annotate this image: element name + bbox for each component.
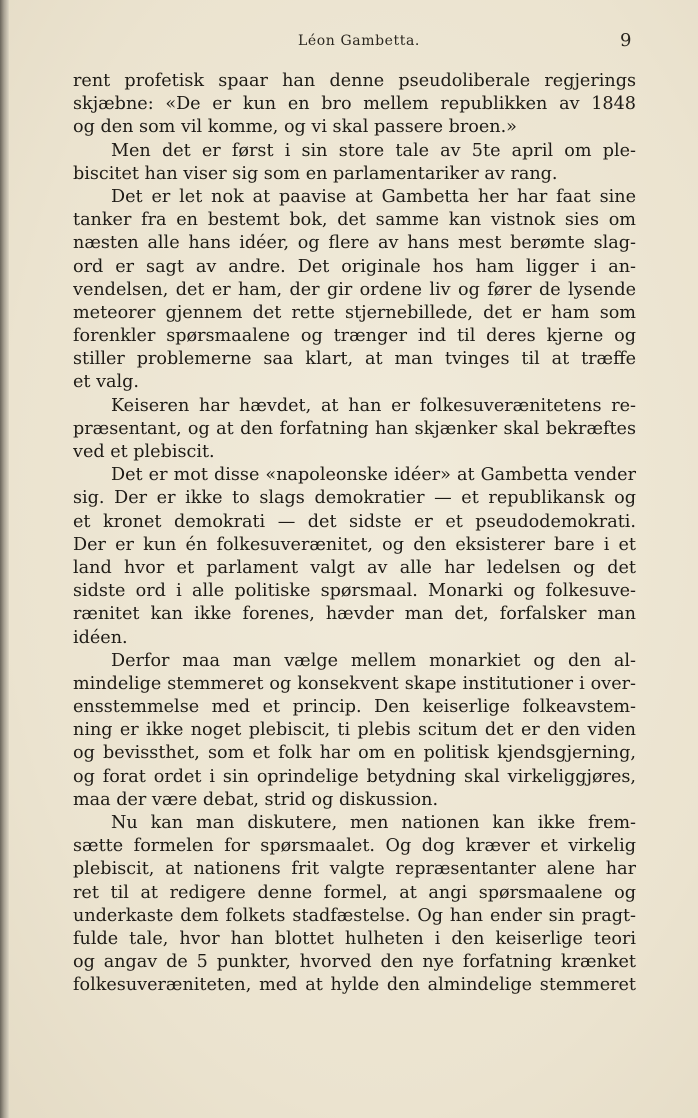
text-line: idéen. [73,627,128,648]
text-line: plebiscit, at nationens frit valgte repræsentanter alene har [73,859,636,880]
text-line: forenkler spørsmaalene og trænger ind til deres kjerne og [73,326,636,347]
text-line: Keiseren har hævdet, at han er folkesuverænitetens re- [111,395,636,416]
text-line: biscitet han viser sig som en parlamentariker av rang. [73,163,558,184]
text-line: ret til at redigere denne formel, at angi spørsmaalene og [73,882,636,903]
text-line: folkesuveræniteten, med at hylde den almindelige stemmeret [73,975,636,996]
text-line: tanker fra en bestemt bok, det samme kan vistnok sies om [73,210,636,231]
text-line: vendelsen, det er ham, der gir ordene liv og fører de lysende [73,279,636,300]
text-line: næsten alle hans idéer, og flere av hans mest berømte slag- [73,233,636,254]
text-line: et kronet demokrati — det sidste er et pseudodemokrati. [73,511,636,532]
running-title: Léon Gambetta. [298,33,420,49]
text-line: ensstemmelse med et princip. Den keiserlige folkeavstem- [73,697,636,718]
text-line: ning er ikke noget plebiscit, ti plebis scitum det er den viden [73,720,636,741]
text-line: Nu kan man diskutere, men nationen kan ikke frem- [111,813,636,833]
text-line: sidste ord i alle politiske spørsmaal. Monarki og folkesuve- [73,581,636,602]
text-line: rent profetisk spaar han denne pseudoliberale regjerings [73,71,636,91]
text-line: Derfor maa man vælge mellem monarkiet og den al- [111,650,636,671]
text-line: Det er let nok at paavise at Gambetta her har faat sine [111,186,636,207]
text-line: ved et plebiscit. [73,442,215,462]
text-line: og angav de 5 punkter, hvorved den nye forfatning krænket [73,952,636,973]
text-line: meteorer gjennem det rette stjernebillede, det er ham som [73,302,636,323]
text-line: og forat ordet i sin oprindelige betydning skal virkeliggjøres, [73,766,636,787]
text-line: rænitet kan ikke forenes, hævder man det, forfalsker man [73,604,636,625]
text-line: sig. Der er ikke to slags demokratier — et republikansk og [73,488,636,509]
text-line: Men det er først i sin store tale av 5te april om ple- [111,140,636,161]
text-line: skjæbne: «De er kun en bro mellem republikken av 1848 [73,94,636,115]
text-line: stiller problemerne saa klart, at man tvinges til at træffe [73,349,636,370]
text-line: sætte formelen for spørsmaalet. Og dog kræver et virkelig [73,836,636,857]
text-line: underkaste dem folkets stadfæstelse. Og han ender sin pragt- [73,905,636,926]
text-line: og den som vil komme, og vi skal passere broen.» [73,117,517,138]
text-line: Det er mot disse «napoleonske idéer» at Gambetta vender [111,465,636,486]
page-binding-edge [0,0,9,1118]
text-line: maa der være debat, strid og diskussion. [73,789,439,810]
page-number: 9 [620,30,632,51]
text-line: mindelige stemmeret og konsekvent skape institutioner i over- [73,673,636,694]
text-line: og bevissthet, som et folk har om en politisk kjendsgjerning, [73,743,636,764]
text-line: præsentant, og at den forfatning han skjænker skal bekræftes [73,418,636,439]
text-line: fulde tale, hvor han blottet hulheten i den keiserlige teori [73,928,636,949]
text-line: Der er kun én folkesuverænitet, og den eksisterer bare i et [73,534,636,555]
body-text [73,70,636,998]
text-line: ord er sagt av andre. Det originale hos ham ligger i an- [73,256,636,277]
text-line: land hvor et parlament valgt av alle har ledelsen og det [73,557,636,578]
text-line: et valg. [73,372,139,393]
